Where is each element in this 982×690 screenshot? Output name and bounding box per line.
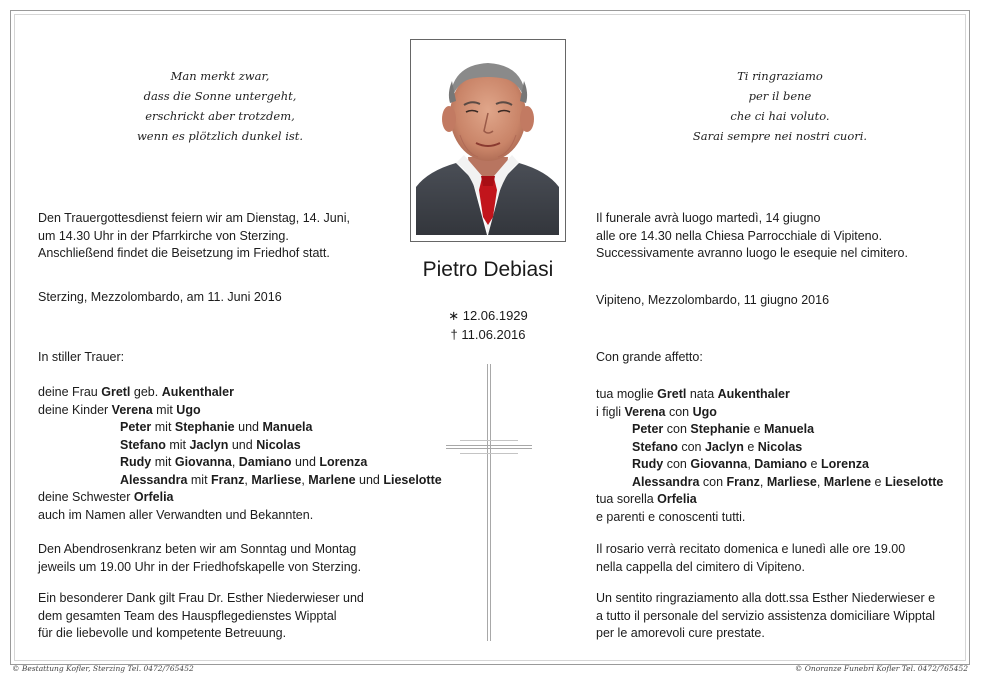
death-date: † 11.06.2016: [450, 327, 526, 342]
text-line: nella cappella del cimitero di Vipiteno.: [596, 559, 805, 574]
family-name: Aukenthaler: [717, 387, 790, 401]
life-dates: [418, 306, 558, 344]
text-line: Successivamente avranno luogo le esequie nel cimitero.: [596, 246, 908, 260]
italian-mourning-intro: Con grande affetto:: [596, 350, 703, 364]
german-mourning-intro: In stiller Trauer:: [38, 350, 125, 364]
deceased-name: Pietro Debiasi: [422, 258, 554, 281]
text-line: dem gesamten Team des Hauspflegedienstes Wipptal: [38, 608, 337, 623]
poem-german: [110, 66, 330, 146]
family-line-children: deine Kinder Verena mit Ugo: [38, 402, 201, 417]
family-name: Verena: [624, 404, 666, 419]
text-line: um 14.30 Uhr in der Pfarrkirche von Sterzing.: [38, 228, 289, 243]
footer-right-credit: © Onoranze Funebri Kofler Tel. 0472/765452: [794, 664, 968, 673]
poem-line: dass die Sonne untergeht,: [143, 89, 297, 103]
poem-italian: [670, 66, 890, 146]
cross-horizontal-icon: [446, 445, 532, 449]
family-name: Orfelia: [657, 492, 697, 506]
family-line-sister: deine Schwester Orfelia: [38, 490, 174, 504]
poem-line: Sarai sempre nei nostri cuori.: [692, 129, 868, 143]
italian-place-date: Vipiteno, Mezzolombardo, 11 giugno 2016: [596, 293, 830, 307]
poem-line: wenn es plötzlich dunkel ist.: [136, 129, 304, 143]
italian-rosary-text: [596, 541, 905, 576]
family-line-child: Alessandra con Franz, Marliese, Marlene e Lieselotte: [632, 474, 944, 489]
family-line-wife: deine Frau Gretl geb. Aukenthaler: [38, 385, 234, 399]
family-name: Ugo: [176, 402, 201, 417]
german-funeral-text: [38, 210, 350, 263]
family-line-relatives: auch im Namen aller Verwandten und Bekannten.: [38, 507, 314, 522]
text-line: Il rosario verrà recitato domenica e lunedì alle ore 19.00: [596, 542, 906, 556]
family-name: Ugo: [692, 404, 717, 419]
family-name: Verena: [111, 402, 153, 417]
german-rosary-text: [38, 541, 361, 576]
italian-family-list: [596, 386, 943, 526]
text-line: jeweils um 19.00 Uhr in der Friedhofskapelle von Sterzing.: [38, 559, 362, 574]
family-line-child: Peter con Stephanie e Manuela: [632, 422, 815, 436]
family-line-children: i figli Verena con Ugo: [596, 404, 717, 419]
family-line-child: Alessandra mit Franz, Marliese, Marlene und Lieselotte: [120, 472, 442, 487]
family-line-child: Stefano mit Jaclyn und Nicolas: [120, 437, 301, 452]
german-family-list: [38, 384, 442, 524]
family-line-wife: tua moglie Gretl nata Aukenthaler: [596, 387, 790, 401]
text-line: Un sentito ringraziamento alla dott.ssa Esther Niederwieser e: [596, 591, 936, 605]
poem-line: per il bene: [748, 89, 812, 103]
portrait-illustration: [416, 45, 559, 235]
family-name: Gretl: [101, 385, 131, 399]
family-name: Orfelia: [133, 490, 174, 504]
portrait-frame: [410, 39, 566, 242]
family-line-sister: tua sorella Orfelia: [596, 492, 697, 506]
german-place-date: Sterzing, Mezzolombardo, am 11. Juni 2016: [38, 290, 282, 304]
poem-line: Man merkt zwar,: [170, 69, 270, 83]
family-line-child: Stefano con Jaclyn e Nicolas: [632, 439, 803, 454]
family-name: Gretl: [657, 387, 687, 401]
text-line: alle ore 14.30 nella Chiesa Parrocchiale di Vipiteno.: [596, 228, 883, 243]
footer-left-credit: © Bestattung Kofler, Sterzing Tel. 0472/765452: [12, 664, 194, 673]
family-line-child: Rudy mit Giovanna, Damiano und Lorenza: [120, 455, 368, 469]
family-line-relatives: e parenti e conoscenti tutti.: [596, 509, 746, 524]
text-line: Il funerale avrà luogo martedì, 14 giugno: [596, 211, 821, 225]
text-line: Den Trauergottesdienst feiern wir am Dienstag, 14. Juni,: [38, 211, 350, 225]
italian-thanks-text: [596, 590, 935, 643]
text-line: Den Abendrosenkranz beten wir am Sonntag und Montag: [38, 542, 357, 556]
family-line-child: Peter mit Stephanie und Manuela: [120, 420, 313, 434]
cross-vertical-icon: [487, 364, 491, 641]
text-line: Ein besonderer Dank gilt Frau Dr. Esther Niederwieser und: [38, 591, 364, 605]
text-line: Anschließend findet die Beisetzung im Friedhof statt.: [38, 246, 330, 260]
italian-funeral-text: [596, 210, 908, 263]
german-thanks-text: [38, 590, 364, 643]
text-line: für die liebevolle und kompetente Betreuung.: [38, 626, 287, 640]
birth-date: ∗ 12.06.1929: [448, 308, 528, 323]
poem-line: che ci hai voluto.: [730, 109, 830, 123]
poem-line: erschrickt aber trotzdem,: [145, 109, 295, 123]
family-line-child: Rudy con Giovanna, Damiano e Lorenza: [632, 457, 869, 471]
poem-line: Ti ringraziamo: [737, 69, 823, 83]
text-line: a tutto il personale del servizio assistenza domiciliare Wipptal: [596, 608, 936, 623]
text-line: per le amorevoli cure prestate.: [596, 626, 765, 640]
portrait-photo: [416, 45, 559, 235]
family-name: Aukenthaler: [161, 385, 234, 399]
